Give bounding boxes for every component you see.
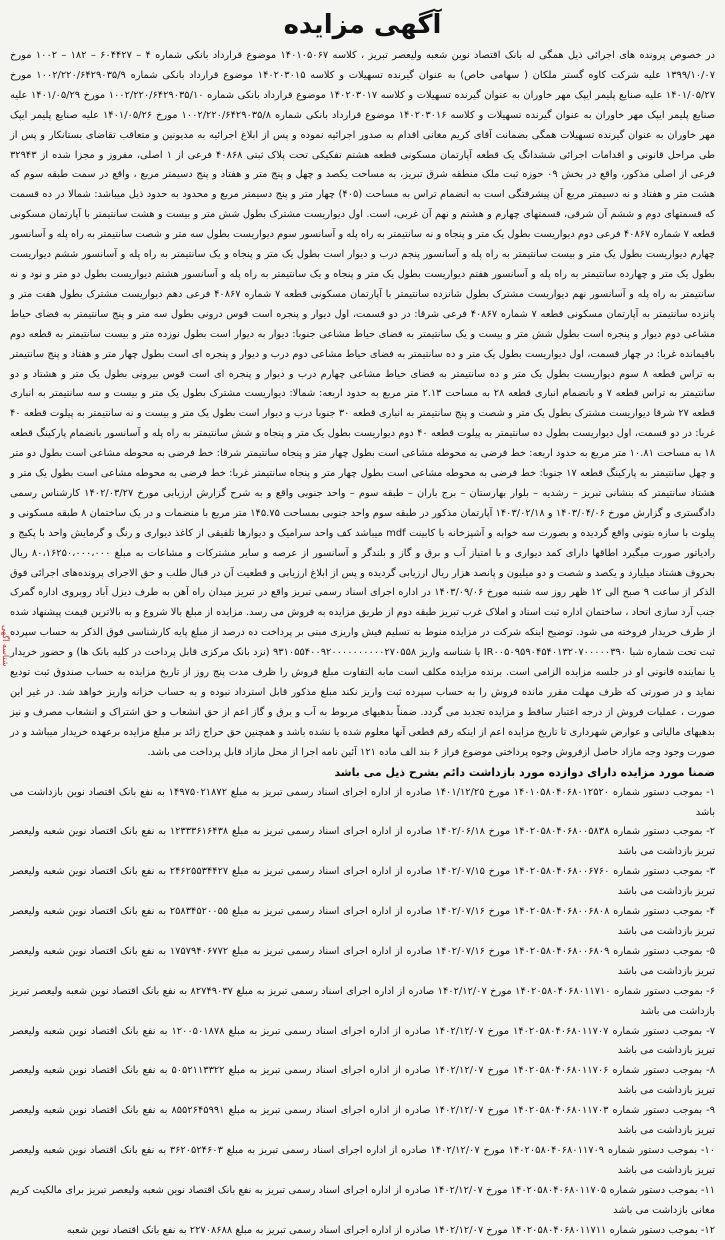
seizure-order-item: ۳- بموجب دستور شماره ۱۴۰۲۰۵۸۰۴۰۶۸۰۰۶۷۶۰ مورخ ۱۴۰۲/۰۷/۱۵ صادره از اداره اجرای اسناد رسمی تبریز به مبلغ ۲۴۶۲۵۵۳۴۴۲۷ به نفع بانک اقتصاد نوین شعبه ولیعصر تبریز بازداشت می باشد bbox=[10, 866, 716, 898]
page-title: آگهی مزایده bbox=[283, 10, 442, 40]
auction-body-paragraph: در خصوص پرونده های اجرائی ذیل همگی له بانک اقتصاد نوین شعبه ولیعصر تبریز ، کلاسه ۱۴۰۱۰۵۰۶۷ موضوع قرارداد بانکی شماره ۴ – ۶۰۴۴۲۷ – ۱۸۲ – ۱۰۰۲ مورخ ۱۳۹۹/۱۰/۰۷ علیه شرکت کاوه گستر ملکان ( سهامی خاص) به عنوان گیرنده تسهیلات و کلاسه ۱۴۰۲۰۳۰۱۵ موضوع قرارداد بانکی شماره ۱۰۰۲/۲۲۰/۶۴۲۹۰۳۵/۹ مورخ ۱۴۰۱/۰۵/۲۷ علیه صنایع پلیمر ایپک مهر خاوران به عنوان گیرنده تسهیلات و کلاسه ۱۴۰۲۰۳۰۱۷ موضوع قرارداد بانکی شماره ۱۰۰۲/۲۲۰/۶۴۲۹۰۳۵/۱۰ مورخ ۱۴۰۱/۰۵/۲۹ علیه صنایع پلیمر ایپک مهر خاوران به عنوان گیرنده تسهیلات و کلاسه ۱۴۰۲۰۳۰۱۶ موضوع قرارداد بانکی شماره ۱۰۰۲/۲۲۰/۶۴۲۹۰۳۵/۸ مورخ ۱۴۰۱/۰۵/۲۶ علیه صنایع پلیمر ایپک مهر خاوران به عنوان گیرنده تسهیلات همگی بضمانت آقای کریم مغانی اقدام به صدور اجرائیه نموده و پس از ابلاغ اجرائیه به مدیونین و متعاقب تقاضای بستانکار و پس از طی مراحل قانونی و اقدامات اجرائی ششدانگ یک قطعه آپارتمان مسکونی قطعه هشتم تفکیکی تحت پلاک ثبتی ۴۰۸۶۸ فرعی از ۱ اصلی، مفروز و مجزا شده از ۳۲۹۴۳ فرعی از اصلی مذکور، واقع در بخش ۰۹ حوزه ثبت ملک منطقه شرق تبریز، به مساحت یکصد و چهل و پنج متر و هفتاد و پنج دسیمتر مربع ، واقع در سمت طبقه سوم که هشت متر و هفتاد و نه دسیمتر مربع آن پیشرفتگی است به انضمام تراس به مساحت (۴۰۵) چهار متر و پنج دسیمتر مربع و محدود به حدود ذیل میباشد: شمالا در ده قسمت که قسمتهای دوم و ششم آن شرقی، قسمتهای چهارم و هشتم و نهم آن غربی، است. اول دیواریست مشترک بطول شش متر و بیست و هشت سانتیمتر با آپارتمان مسکونی قطعه ۷ شماره ۴۰۸۶۷ فرعی دوم دیواریست بطول یک متر و پنجاه و نه سانتیمتر به راه پله و آسانسور سوم دیواریست بطول سه متر و شصت سانتیمتر به راه پله و آسانسور چهارم دیواریست بطول یک متر و بیست سانتیمتر به راه پله و آسانسور پنجم درب و دیوار است بطول یک متر و پنجاه و یک سانتیمتر به راه پله و آسانسور ششم دیواریست بطول یک متر و چهارده سانتیمتر به راه پله و آسانسور هفتم دیواریست بطول یک متر و پنجاه و یک سانتیمتر به راه پله و آسانسور هشتم دیواریست بطول دو متر و نود و نه سانتیمتر به راه پله و آسانسور نهم دیواریست مشترک بطول شانزده سانتیمتر با آپارتمان مسکونی قطعه ۷ شماره ۴۰۸۶۷ فرعی دهم دیواریست مشترک بطول هفت متر و پانزده سانتیمتر به آپارتمان مسکونی قطعه ۷ شماره ۴۰۸۶۷ فرعی شرقا: در دو قسمت، اول دیوار و پنجره است قوس درونی بطول سه متر و پنج سانتیمتر به فضای حیاط مشاعی دوم دیوار و پنجره است بطول شش متر و بیست و یک سانتیمتر به فضای حیاط مشاعی جنوبا: دیوار به دیوار است بطول نوزده متر و بیست سانتیمتر به قطعه دوم باقیمانده غربا: در چهار قسمت، اول دیواریست بطول یک متر و ده سانتیمتر به فضای حیاط مشاعی دوم درب و دیوار و پنجره ای است بطول چهار متر و هفتاد و پنج سانتیمتر به تراس قطعه ۸ سوم دیواریست بطول یک متر و ده سانتیمتر به فضای حیاط مشاعی چهارم درب و دیوار و پنجره ای است قوس بیرونی بطول یک متر و هشتاد و دو سانتیمتر به تراس قطعه ۷ و بانضمام انباری قطعه ۲۸ به مساحت ۲.۱۳ متر مربع به حدود اربعه: شمالا: دیواریست مشترک بطول یک متر و بیست و سه سانتیمتر به انباری قطعه ۲۷ شرقا دیواریست مشترک بطول یک متر و شصت و پنج سانتیمتر به انباری قطعه ۳۰ جنوبا درب و دیوار است بطول یک متر و بیست و نه سانتیمتر به پیلوت قطعه ۴۰ غربا: در دو قسمت، اول دیواریست بطول ده سانتیمتر به پیلوت قطعه ۴۰ دوم دیواریست بطول یک متر و پنجاه و شش سانتیمتر به راه پله و آسانسور بانضمام پارکینگ قطعه ۱۸ به مساحت ۱۰.۸۱ متر مربع به حدود اربعه: خط فرضی به محوطه مشاعی است بطول چهار متر و پنجاه سانتیمتر شرقا: خط فرضی به محوطه مشاعی است بطول دو متر و چهل سانتیمتر به پارکینگ قطعه ۱۷ جنوبا: خط فرضی به محوطه مشاعی است بطول چهار متر و پنجاه سانتیمتر غربا: خط فرضی به محوطه مشاعی است بطول یک متر و هشتاد سانتیمتر که بنشانی تبریز – رشدیه – بلوار بهارستان – برج باران – طبقه سوم – واحد جنوبی واقع و به شرح گزارش ارزیابی مورخ ۱۴۰۲/۰۳/۲۷ کارشناس رسمی دادگستری و گزارش مورخ ۱۴۰۳/۰۴/۰۶ و ۱۴۰۳/۰۲/۱۸ آپارتمان مذکور در طبقه سوم واحد جنوبی بمساحت ۱۴۵.۷۵ متر مربع با منضمات و در یک ساختمان ۸ طبقه مسکونی و پیلوت با سازه بتونی واقع گردیده و بصورت سه خوابه و آشپزخانه با کابینت mdf میباشد کف واحد سرامیک و دیوارها تلفیقی از کاغذ دیواری و رنگ و گرمایش واحد با پکیج و رادیاتور صورت میگیرد اطاقها دارای کمد دیواری و با امتیاز آب و برق و گاز و بلندگر و آسانسور از عرصه و سایر مشترکات و مشاعات به مبلغ ۸۰،۱۶۲۵۰،۰۰۰،۰۰۰ ریال بحروف هشتاد میلیارد و یکصد و شصت و دو میلیون و پانصد هزار ریال ارزیابی گردیده و پس از ابلاغ ارزیابی و قطعیت آن در قبال طلب و حق الاجرای پرونده‌های اجرائی فوق الذکر از ساعت ۹ صبح الی ۱۲ ظهر روز سه شنبه مورخ ۱۴۰۳/۰۹/۰۶ در اداره اجرای اسناد رسمی تبریز واقع در تبریز میدان راه آهن به طرف دیزل آباد روبروی اداره گمرک جنب آرد سازی اتحاد ، ساختمان اداره ثبت اسناد و املاک غرب تبریز طبقه دوم از طریق مزایده به فروش می رسد. مزایده از مبلغ بالا شروع و به بالاترین قیمت پیشنهاد شده از طرف خریدار فروخته می شود. توضیح اینکه شرکت در مزایده منوط به تسلیم فیش واریزی مبنی بر پرداخت ده درصد از مبلغ پایه کارشناسی فوق الذکر به حساب سپرده ثبت تحت شماره شبا IR۰۰۵۰۹۵۹۰۴۵۴۰۱۳۲۰۷۰۰۰۰۰۳۹۰ یا شناسه واریز ۹۳۱۰۵۵۴۰۰۹۲۰۰۰۰۰۰۰۰۰۰۲۷۰۵۵۸ (نزد بانک مرکزی قابل پرداخت در کلیه بانک ها) و حضور خریدار یا نماینده قانونی او در جلسه مزایده الزامی است. برنده مزایده مکلف است مابه التفاوت مبلغ فروش را ظرف مدت پنج روز از تاریخ مزایده به حساب صندوق ثبت تودیع نماید و در صورتی که ظرف مهلت مقرر مانده فروش را به حساب سپرده ثبت واریز نکند مبلغ مذکور قابل استرداد نبوده و به حساب خزانه واریز خواهد شد. در غیر این صورت ، عملیات فروش از درجه اعتبار ساقط و مزایده تجدید می گردد. ضمناً بدهیهای مربوط به آب و برق و گاز اعم از حق انشعاب و حق اشتراک و انشعاب مصرف و نیز بدهیهای مالیاتی و عوارض شهرداری تا تاریخ مزایده اعم از اینکه رقم قطعی آنها معلوم شده یا نشده باشد و همچنین حق حراج زائد بر مبلغ مزایده برعهده خریدار میباشد و در صورت وجود وجه مازاد حاصل ازفروش وجوه پرداختی موضوع فراز ۶ بند الف ماده ۱۲۱ آئین نامه اجرا از محل مازاد قابل پرداخت می باشد. bbox=[10, 50, 716, 758]
seizure-orders-list bbox=[10, 783, 715, 1240]
seizure-order-item: ۵- بموجب دستور شماره ۱۴۰۲۰۵۸۰۴۰۶۸۰۰۶۸۰۹ مورخ ۱۴۰۲/۰۷/۱۶ صادره از اداره اجرای اسناد رسمی تبریز به مبلغ ۱۷۵۷۹۴۰۶۷۷۲ به نفع بانک اقتصاد نوین شعبه ولیعصر تبریز بازداشت می باشد bbox=[10, 945, 716, 977]
seizure-order-item: ۷- بموجب دستور شماره ۱۴۰۲۰۵۸۰۴۰۶۸۰۱۱۷۰۷ مورخ ۱۴۰۲/۱۲/۰۷ صادره از اداره اجرای اسناد رسمی تبریز به مبلغ ۱۲۰۰۵۰۱۸۷۸ به نفع بانک اقتصاد نوین شعبه ولیعصر تبریز بازداشت می باشد bbox=[10, 1025, 716, 1057]
seizure-order-item: ۱۱- بموجب دستور شماره ۱۴۰۲۰۵۸۰۴۰۶۸۰۱۱۷۰۵ مورخ ۱۴۰۲/۱۲/۰۷ صادره از اداره اجرای اسناد رسمی تبریز به نفع بانک اقتصاد نوین شعبه ولیعصر تبریز برای مالکیت کریم مغانی بازداشت می باشد bbox=[10, 1184, 716, 1216]
seizure-order-item: ۱- بموجب دستور شماره ۱۴۰۱۰۵۸۰۴۰۶۸۰۱۲۵۲۰ مورخ ۱۴۰۱/۱۲/۲۵ صادره از اداره اجرای اسناد رسمی تبریز به مبلغ ۱۴۹۷۵۰۲۱۸۷۲ به نفع بانک اقتصاد نوین بازداشت می باشد bbox=[10, 786, 716, 818]
seizure-order-item: ۹- بموجب دستور شماره ۱۴۰۲۰۵۸۰۴۰۶۸۰۱۱۷۰۳ مورخ ۱۴۰۲/۱۲/۰۷ صادره از اداره اجرای اسناد رسمی تبریز به مبلغ ۸۵۵۲۶۴۵۹۹۱ به نفع بانک اقتصاد نوین شعبه ولیعصر تبریز بازداشت می باشد bbox=[10, 1105, 716, 1137]
seizure-order-item: ۲- بموجب دستور شماره ۱۴۰۲۰۵۸۰۴۰۶۸۰۰۵۸۳۸ مورخ ۱۴۰۲/۰۶/۱۸ صادره از اداره اجرای اسناد رسمی تبریز به مبلغ ۱۲۳۳۳۶۱۶۴۳۸ به نفع بانک اقتصاد نوین شعبه ولیعصر تبریز بازداشت می باشد bbox=[10, 826, 716, 858]
seizure-order-item: ۱۲- بموجب دستور شماره ۱۴۰۲۰۵۸۰۴۰۶۸۰۱۱۷۱۱ مورخ ۱۴۰۲/۱۲/۰۷ صادره از اداره اجرای اسناد رسمی تبریز به مبلغ ۲۲۷۰۸۶۸۸ به نفع بانک اقتصاد نوین شعبه bbox=[66, 1224, 715, 1236]
side-margin-note: شناسه آگهی bbox=[1, 624, 10, 666]
seizure-order-item: ۱۰- بموجب دستور شماره ۱۴۰۲۰۵۸۰۴۰۶۸۰۱۱۷۰۹ مورخ ۱۴۰۲/۱۲/۰۷ صادره از اداره اجرای اسناد رسمی تبریز به مبلغ ۳۶۲۰۵۲۴۶۰۳ به نفع بانک اقتصاد نوین شعبه ولیعصر تبریز بازداشت می باشد bbox=[10, 1144, 716, 1176]
seizure-order-item: ۸- بموجب دستور شماره ۱۴۰۲۰۵۸۰۴۰۶۸۰۱۱۷۰۶ مورخ ۱۴۰۲/۱۲/۰۷ صادره از اداره اجرای اسناد رسمی تبریز به مبلغ ۵۰۵۲۱۱۳۳۲۲ به نفع بانک اقتصاد نوین شعبه ولیعصر تبریز بازداشت می باشد bbox=[10, 1065, 716, 1097]
seizure-order-item: ۴- بموجب دستور شماره ۱۴۰۲۰۵۸۰۴۰۶۸۰۰۶۸۰۸ مورخ ۱۴۰۲/۰۷/۱۶ صادره از اداره اجرای اسناد رسمی تبریز به مبلغ ۲۵۸۳۴۵۲۰۰۵۵ به نفع بانک اقتصاد نوین شعبه ولیعصر تبریز بازداشت می باشد bbox=[10, 906, 716, 937]
seizure-section-title: ضمنا مورد مزایده دارای دوازده مورد بازداشت دائم بشرح ذیل می باشد bbox=[334, 765, 715, 779]
seizure-order-item: ۶- بموجب دستور شماره ۱۴۰۲۰۵۸۰۴۰۶۸۰۱۱۷۱۰ مورخ ۱۴۰۲/۱۲/۰۷ صادره از اداره اجرای اسناد رسمی تبریز به مبلغ ۸۲۷۴۹۰۳۷ به نفع بانک اقتصاد نوین شعبه ولیعصر تبریز بازداشت می باشد bbox=[10, 985, 716, 1017]
